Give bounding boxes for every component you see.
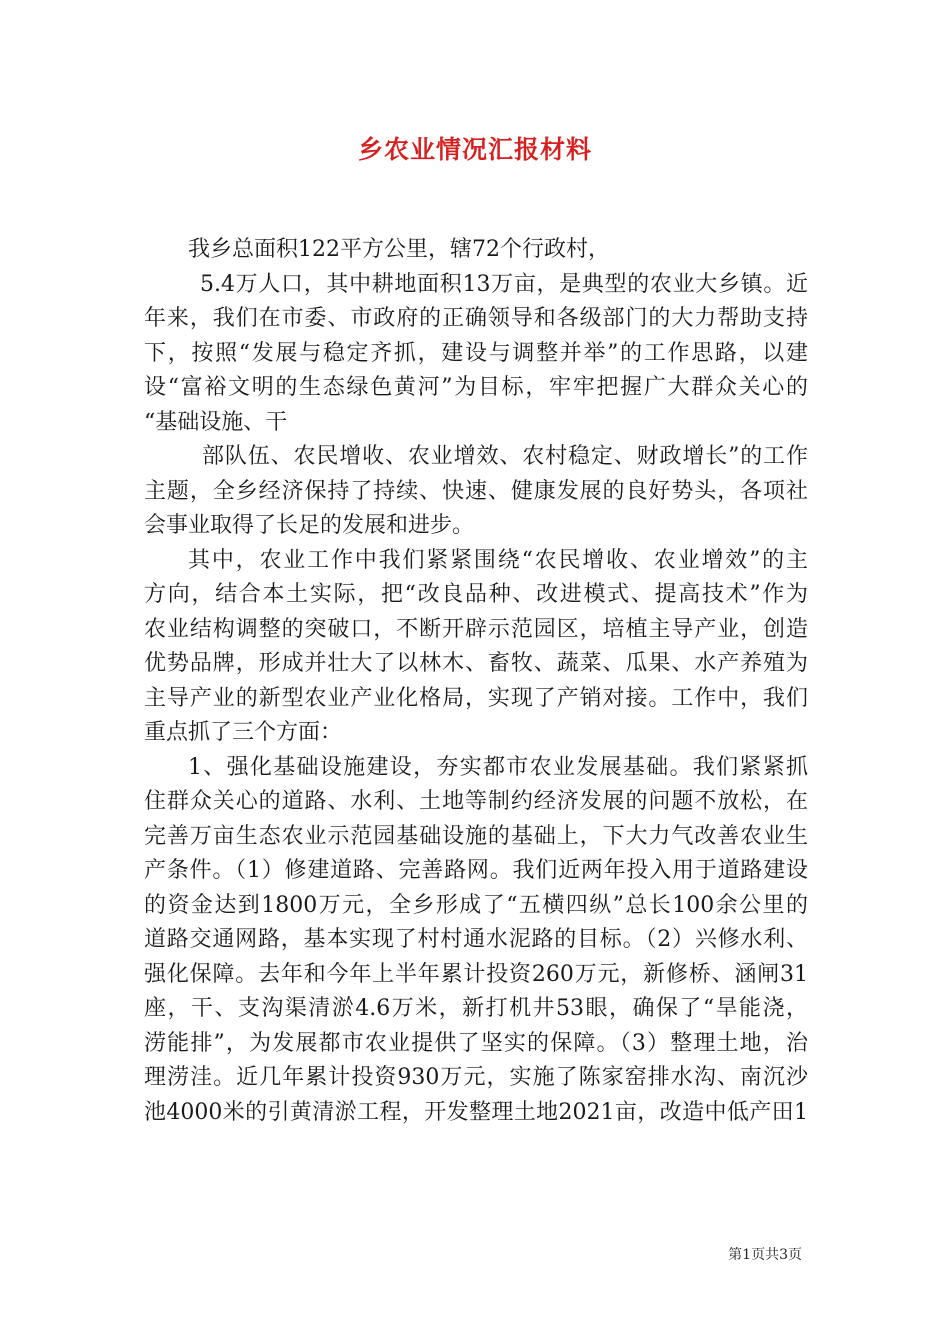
body-line: 主导产业的新型农业产业化格局，实现了产销对接。工作中，我们 xyxy=(144,685,808,711)
body-line: 部队伍、农民增收、农业增效、农村稳定、财政增长”的工作 xyxy=(202,444,808,469)
body-line: 我乡总面积122平方公里，辖72个行政村， xyxy=(188,237,610,262)
body-line: 年来，我们在市委、市政府的正确领导和各级部门的大力帮助支持 xyxy=(144,306,808,331)
body-line: 主题，全乡经济保持了持续、快速、健康发展的良好势头，各项社 xyxy=(144,478,808,504)
body-line: 会事业取得了长足的发展和进步。 xyxy=(144,513,475,538)
body-line: 住群众关心的道路、水利、土地等制约经济发展的问题不放松，在 xyxy=(144,789,808,814)
body-line: 座，干、支沟渠清淤4.6万米，新打机井53眼，确保了“旱能浇， xyxy=(144,996,808,1021)
body-line: 5.4万人口，其中耕地面积13万亩，是典型的农业大乡镇。近 xyxy=(200,271,808,297)
body-line: 1、强化基础设施建设，夯实都市农业发展基础。我们紧紧抓 xyxy=(188,754,808,780)
body-line: 优势品牌，形成并壮大了以林木、畜牧、蔬菜、瓜果、水产养殖为 xyxy=(144,651,808,676)
body-line: 道路交通网路，基本实现了村村通水泥路的目标。（2）兴修水利、 xyxy=(144,927,808,952)
body-line: 完善万亩生态农业示范园基础设施的基础上，下大力气改善农业生 xyxy=(144,823,808,849)
body-line: 农业结构调整的突破口，不断开辟示范园区，培植主导产业，创造 xyxy=(144,616,808,642)
body-line: 的资金达到1800万元，全乡形成了“五横四纵”总长100余公里的 xyxy=(144,892,808,918)
body-line: 方向，结合本土实际，把“改良品种、改进模式、提高技术”作为 xyxy=(144,582,808,607)
body-line: 强化保障。去年和今年上半年累计投资260万元，新修桥、涵闸31 xyxy=(144,961,808,987)
body-line: 其中，农业工作中我们紧紧围绕“农民增收、农业增效”的主 xyxy=(188,547,808,573)
document-title: 乡农业情况汇报材料 xyxy=(357,135,592,164)
document-body xyxy=(144,233,808,1130)
page-number: 第1页共3页 xyxy=(728,1247,802,1263)
body-line: 设“富裕文明的生态绿色黄河”为目标，牢牢把握广大群众关心的 xyxy=(144,375,808,400)
body-line: 理涝洼。近几年累计投资930万元，实施了陈家窑排水沟、南沉沙 xyxy=(144,1065,808,1090)
body-line: 重点抓了三个方面： xyxy=(144,720,343,745)
body-line: 涝能排”，为发展都市农业提供了坚实的保障。（3）整理土地，治 xyxy=(144,1030,808,1056)
body-line: 下，按照“发展与稳定齐抓，建设与调整并举”的工作思路，以建 xyxy=(144,340,808,366)
body-line: “基础设施、干 xyxy=(144,409,288,435)
body-line: 产条件。（1）修建道路、完善路网。我们近两年投入用于道路建设 xyxy=(144,858,808,883)
body-line: 池4000米的引黄清淤工程，开发整理土地2021亩，改造中低产田1 xyxy=(144,1099,808,1125)
